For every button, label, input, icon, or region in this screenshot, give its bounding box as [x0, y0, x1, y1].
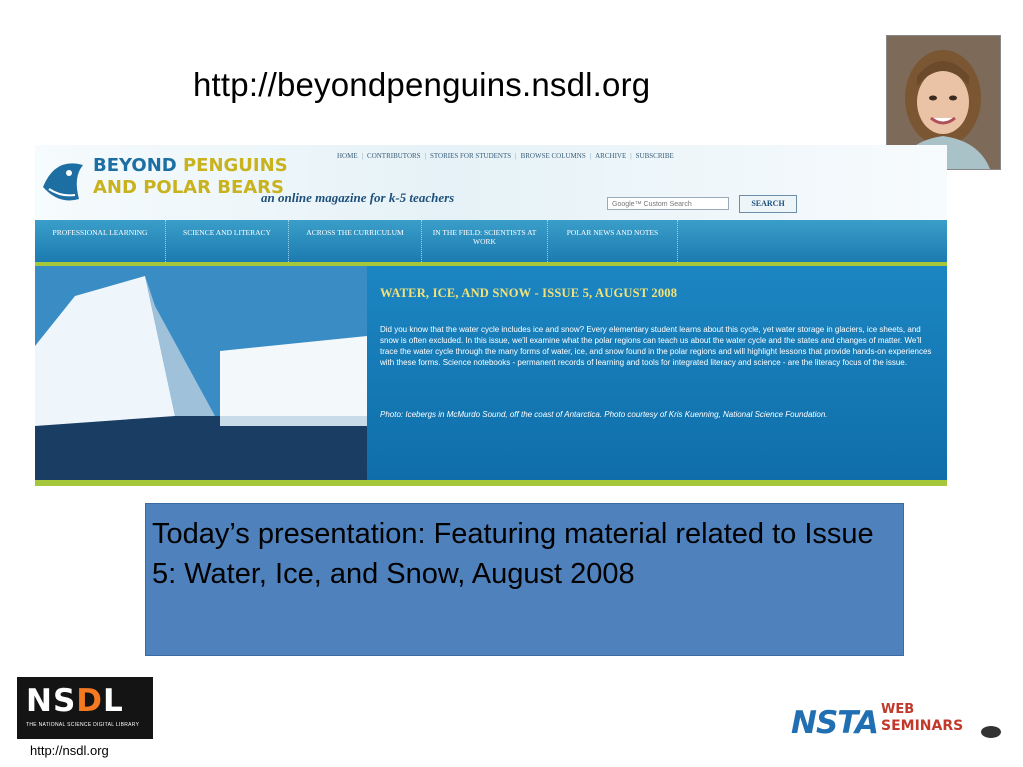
iceberg-image — [35, 266, 367, 480]
top-nav-archive[interactable]: ARCHIVE — [595, 152, 627, 160]
issue-description: Did you know that the water cycle includes ice and snow? Every elementary student learns about this cycle, yet water storage in glaciers, ice sheets, and snow is often excluded. In this issue, we'll examine what the polar regions can teach us about the water cycle and the states and changes of matter. We'll trace the water cycle through the many forms of water, ice, and snow found in the polar regions and will highlight lessons that provide hands-on experiences with these forms. Science notebooks - permanent records of learning and tools for integrated literacy and science - are the literacy focus of the issue. — [380, 325, 932, 367]
search-input[interactable]: Google™ Custom Search — [607, 197, 729, 210]
nav-in-the-field[interactable]: IN THE FIELD: SCIENTISTS AT WORK — [422, 220, 548, 262]
nsta-logo-seminars: SEMINARS — [881, 718, 964, 734]
penguin-logo-icon — [35, 147, 95, 217]
mouse-icon — [979, 725, 1003, 739]
slide-url-title: http://beyondpenguins.nsdl.org — [193, 66, 651, 103]
iceberg-photo — [35, 266, 367, 480]
hero-bottom-bar — [35, 480, 947, 486]
nsta-web-seminars-logo — [791, 703, 1006, 749]
nsta-logo-text: NSTA — [791, 705, 879, 741]
top-nav-stories[interactable]: STORIES FOR STUDENTS — [429, 152, 512, 160]
site-logo-text[interactable] — [93, 155, 288, 199]
top-nav: HOME | CONTRIBUTORS | STORIES FOR STUDENTS | BROWSE COLUMNS | ARCHIVE | SUBSCRIBE — [337, 152, 674, 160]
nsdl-logo-letters: NSDL — [26, 683, 124, 719]
top-nav-contributors[interactable]: CONTRIBUTORS — [367, 152, 421, 160]
presentation-callout: Today’s presentation: Featuring material related to Issue 5: Water, Ice, and Snow, August 2008 — [145, 503, 904, 656]
top-nav-subscribe[interactable]: SUBSCRIBE — [635, 152, 674, 160]
main-nav — [35, 220, 947, 262]
issue-hero — [35, 266, 947, 480]
photo-credit: Photo: Icebergs in McMurdo Sound, off the coast of Antarctica. Photo courtesy of Kris Kuenning, National Science Foundation. — [380, 410, 828, 419]
nsdl-url[interactable]: http://nsdl.org — [30, 743, 109, 758]
website-screenshot — [35, 145, 947, 486]
search-button[interactable]: SEARCH — [739, 195, 797, 213]
issue-title[interactable]: WATER, ICE, AND SNOW - ISSUE 5, AUGUST 2008 — [380, 286, 678, 300]
logo-line1-a: BEYOND — [93, 155, 183, 176]
top-nav-browse[interactable]: BROWSE COLUMNS — [520, 152, 586, 160]
nav-polar-news[interactable]: POLAR NEWS AND NOTES — [548, 220, 678, 262]
site-header — [35, 145, 947, 220]
logo-line2: AND POLAR BEARS — [93, 177, 284, 198]
nav-professional-learning[interactable]: PROFESSIONAL LEARNING — [35, 220, 166, 262]
top-nav-home[interactable]: HOME — [337, 152, 358, 160]
nsta-logo-web: WEB — [881, 702, 915, 717]
nav-across-curriculum[interactable]: ACROSS THE CURRICULUM — [289, 220, 422, 262]
nsdl-logo — [17, 677, 153, 739]
site-tagline: an online magazine for k-5 teachers — [261, 190, 455, 205]
logo-line1-b: PENGUINS — [182, 155, 288, 176]
nav-science-literacy[interactable]: SCIENCE AND LITERACY — [166, 220, 289, 262]
nsdl-logo-subtitle: THE NATIONAL SCIENCE DIGITAL LIBRARY — [26, 722, 140, 728]
